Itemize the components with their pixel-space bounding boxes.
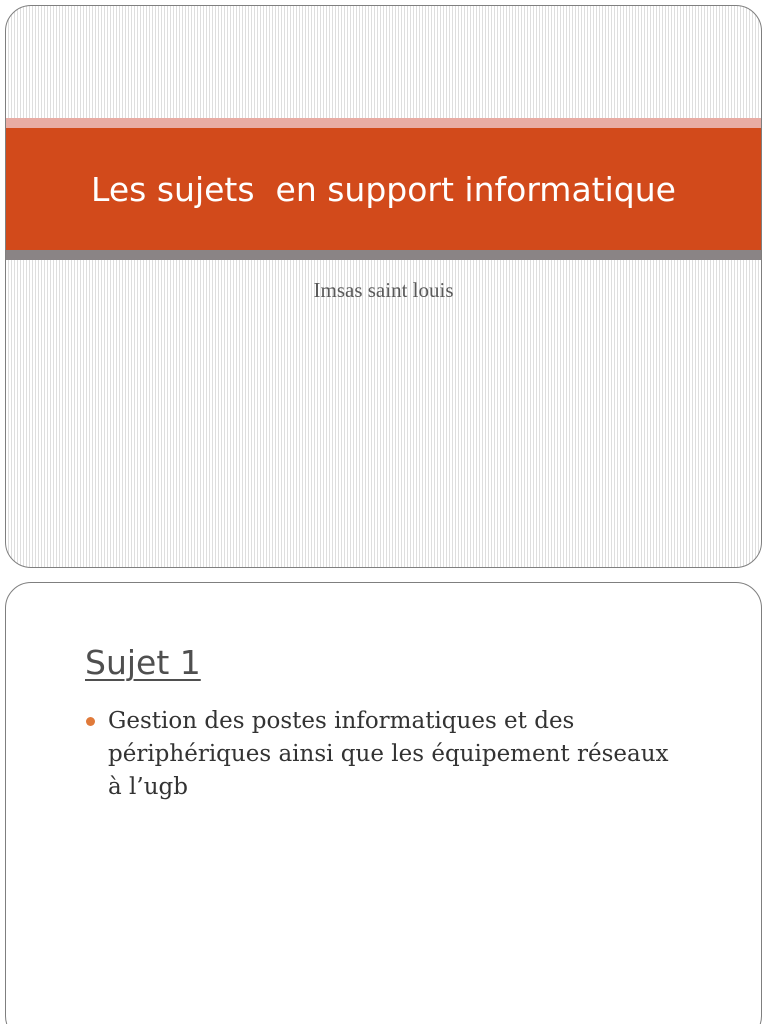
title-band [6, 128, 761, 250]
content-slide [5, 582, 762, 1024]
bullet-list [86, 705, 686, 804]
title-band-accent-bottom [6, 250, 761, 260]
title-slide [5, 5, 762, 568]
slide-subtitle: Imsas saint louis [313, 278, 454, 302]
bullet-text: Gestion des postes informatiques et des périphériques ainsi que les équipement réseaux à l’ugb [108, 708, 669, 800]
slide-title: Les sujets en support informatique [91, 169, 676, 209]
slide-heading: Sujet 1 [85, 643, 201, 682]
bullet-dot-icon [86, 717, 95, 726]
title-band-accent-top [6, 118, 761, 128]
list-item [86, 705, 686, 804]
